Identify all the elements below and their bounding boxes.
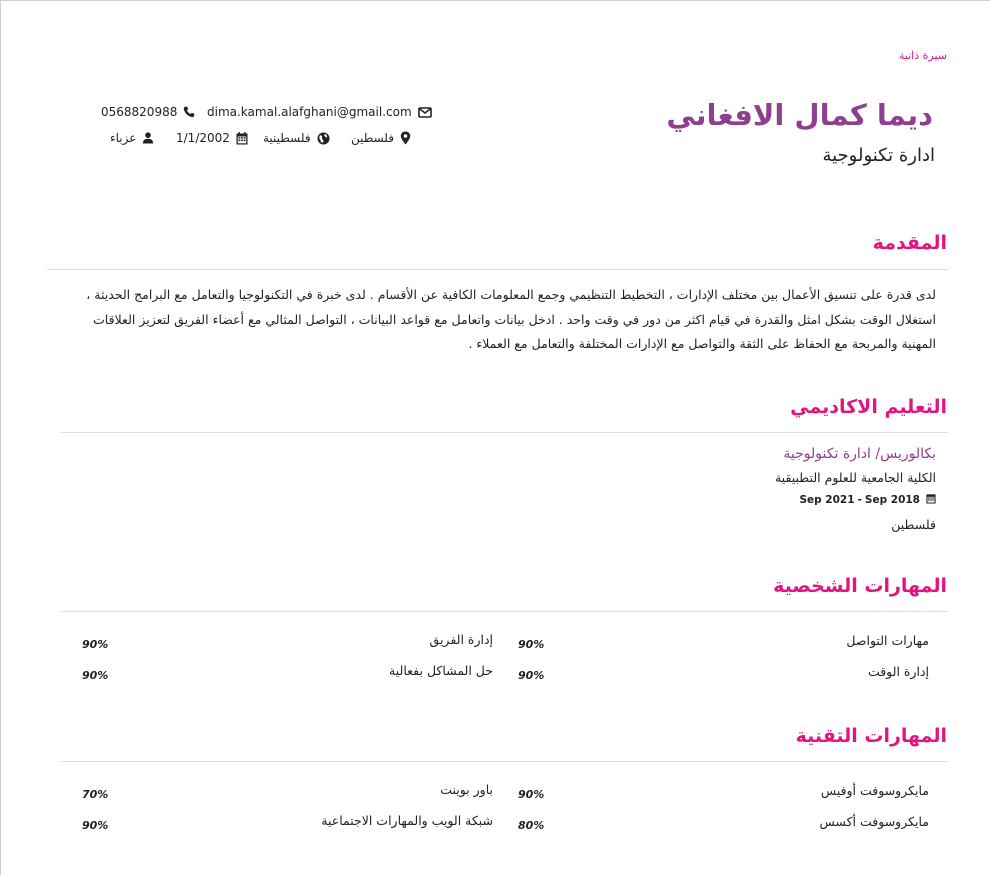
contact-marital-status	[110, 131, 154, 145]
phone-icon	[183, 106, 195, 118]
skill-level: 90%	[518, 788, 545, 801]
skill-level: 90%	[82, 819, 109, 832]
skill-name: مهارات التواصل	[846, 633, 929, 648]
skill-level: 90%	[82, 638, 109, 651]
calendar-icon	[236, 132, 248, 145]
cv-label: سيرة ذاتية	[898, 49, 947, 62]
marital-status-text: عزباء	[110, 131, 137, 145]
contact-nationality	[263, 131, 330, 145]
date-separator: -	[857, 494, 862, 506]
technical-skills-divider	[61, 761, 948, 762]
skill-level: 80%	[518, 819, 545, 832]
skill-name: مايكروسوفت أوفيس	[820, 783, 929, 798]
personal-skills-title: المهارات الشخصية	[773, 575, 947, 597]
degree: بكالوريس/ ادارة تكنولوجية	[783, 446, 936, 462]
education-dates	[799, 493, 936, 507]
skill-name: إدارة الفريق	[429, 632, 493, 647]
education-divider	[61, 432, 948, 433]
summary-title: المقدمة	[872, 232, 947, 254]
contact-birthdate	[176, 131, 248, 145]
skill-level: 90%	[518, 669, 545, 682]
skill-level: 90%	[518, 638, 545, 651]
calendar-icon	[926, 493, 936, 507]
education-title: التعليم الاكاديمي	[790, 396, 947, 418]
start-date: Sep 2018	[864, 494, 920, 506]
birthdate-text: 1/1/2002	[176, 131, 230, 145]
skill-name: باور بوينت	[440, 782, 493, 797]
skill-name: شبكة الويب والمهارات الاجتماعية	[321, 813, 493, 828]
user-icon	[142, 132, 154, 144]
summary-divider	[47, 269, 948, 270]
skill-name: حل المشاكل بفعالية	[389, 663, 493, 678]
skill-name: إدارة الوقت	[867, 664, 929, 679]
phone-text[interactable]: 0568820988	[101, 105, 178, 119]
skill-name: مايكروسوفت أكسس	[819, 814, 929, 829]
globe-icon	[317, 132, 330, 145]
candidate-name: ديما كمال الافغاني	[666, 98, 933, 132]
skill-level: 90%	[82, 669, 109, 682]
education-location: فلسطين	[891, 517, 936, 532]
city-text: فلسطين	[351, 131, 395, 145]
contact-email[interactable]	[207, 105, 432, 119]
contact-phone[interactable]	[101, 105, 195, 119]
end-date: Sep 2021	[799, 494, 855, 506]
summary-text: لدى قدرة على تنسيق الأعمال بين مختلف الإدارات ، التخطيط التنظيمي وجمع المعلومات الكافية عن الأقسام . لدى خبرة في التكنولوجيا والتعامل مع البرامج الحديثة ، استغلال الوقت بشكل امثل والقدرة في قيام اكثر من دور في وقت واحد . ادخل بيانات واتعامل مع قواعد البيانات ، التواصل المثالي مع أعضاء الفريق لتعزيز العلاقات المهنية والمربحة مع الحفاظ على الثقة والتواصل مع الإدارات المختلفة والتعامل مع العملاء .	[86, 287, 936, 351]
email-text[interactable]: dima.kamal.alafghani@gmail.com	[207, 105, 412, 119]
institution: الكلية الجامعية للعلوم التطبيقية	[774, 470, 936, 485]
technical-skills-title: المهارات التقنية	[795, 725, 947, 747]
nationality-text: فلسطينية	[263, 131, 311, 145]
contact-city	[351, 131, 411, 145]
job-title: ادارة تكنولوجية	[822, 145, 935, 166]
skill-level: 70%	[82, 788, 109, 801]
envelope-icon	[418, 107, 432, 118]
map-pin-icon	[400, 131, 411, 145]
personal-skills-divider	[61, 611, 948, 612]
